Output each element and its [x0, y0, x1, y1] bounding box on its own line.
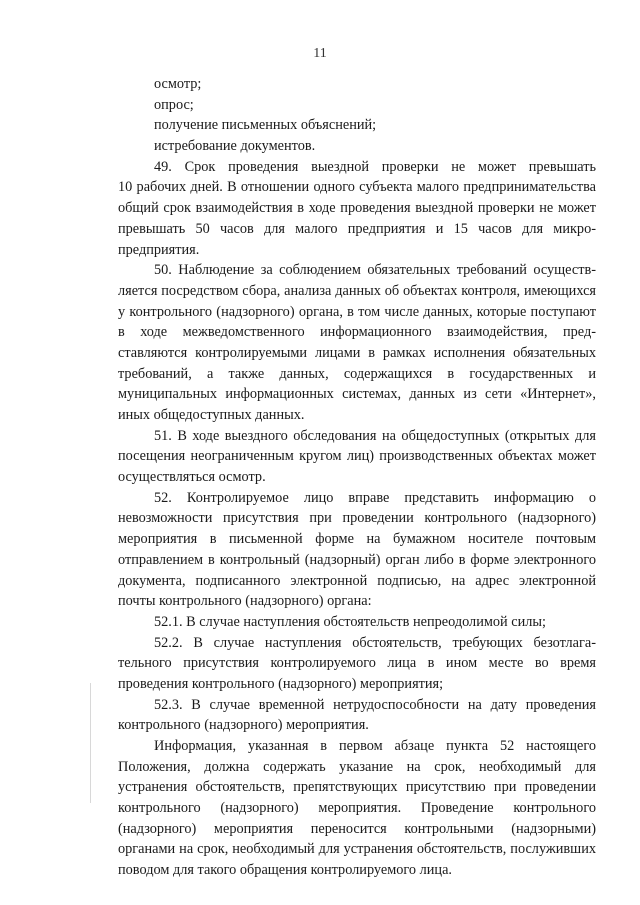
text-line: 10 рабочих дней. В отношении одного субъекта малого предпринимательства	[118, 179, 596, 196]
text-line: контрольного (надзорного) мероприятия. Проведение контрольного	[118, 800, 596, 817]
text-line: у контрольного (надзорного) органа, в том числе данных, которые поступают	[118, 303, 596, 320]
text-line: 52.1. В случае наступления обстоятельств непреодолимой силы;	[154, 613, 546, 630]
text-line: ставляются контролируемыми лицами в рамках исполнения обязательных	[118, 344, 596, 361]
document-body	[118, 74, 596, 881]
text-line: требований, а также данных, содержащихся в государственных и	[118, 365, 596, 382]
text-line: получение письменных объяснений;	[154, 117, 377, 134]
text-line: осмотр;	[154, 76, 202, 92]
text-line: 49. Срок проведения выездной проверки не может превышать	[154, 158, 596, 175]
text-line: иных общедоступных данных.	[118, 407, 305, 423]
text-line: невозможности присутствия при проведении контрольного (надзорного)	[118, 510, 596, 527]
text-line: 52. Контролируемое лицо вправе представить информацию о	[154, 489, 596, 506]
text-line: 52.2. В случае наступления обстоятельств, требующих безотлага-	[154, 634, 596, 651]
text-line: 50. Наблюдение за соблюдением обязательных требований осуществ-	[154, 262, 596, 279]
text-line: 51. В ходе выездного обследования на общедоступных (открытых для	[154, 427, 596, 444]
text-line: осуществляться осмотр.	[118, 469, 266, 486]
text-line: предприятия.	[118, 241, 200, 258]
text-line: Положения, должна содержать указание на срок, необходимый для	[118, 758, 596, 775]
text-line: поводом для такого обращения контролируемого лица.	[118, 862, 452, 879]
text-line: Информация, указанная в первом абзаце пункта 52 настоящего	[154, 738, 596, 754]
text-line: проведения контрольного (надзорного) мероприятия;	[118, 675, 444, 692]
text-line: (надзорного) мероприятия переносится контрольными (надзорными)	[118, 820, 596, 837]
text-line: мероприятия в письменной форме на бумажном носителе почтовым	[118, 531, 596, 548]
scan-margin-line	[90, 683, 91, 803]
text-line: посещения неограниченным кругом лиц) производственных объектах может	[118, 448, 596, 465]
text-line: опрос;	[154, 96, 194, 113]
text-line: органами на срок, необходимый для устранения обстоятельств, послуживших	[118, 841, 596, 858]
text-line: превышать 50 часов для малого предприятия и 15 часов для микро-	[118, 220, 596, 237]
text-line: отправлением в контрольный (надзорный) орган либо в форме электронного	[118, 551, 596, 568]
text-line: истребование документов.	[154, 138, 316, 155]
text-line: документа, подписанного электронной подписью, на адрес электронной	[118, 572, 596, 589]
text-line: контрольного (надзорного) мероприятия.	[118, 717, 369, 734]
text-line: устранения обстоятельств, препятствующих присутствию при проведении	[118, 779, 596, 796]
text-line: муниципальных информационных системах, данных из сети «Интернет»,	[118, 386, 596, 403]
text-line: в ходе межведомственного информационного взаимодействия, пред-	[118, 324, 596, 341]
page-number: 11	[313, 46, 327, 61]
text-line: 52.3. В случае временной нетрудоспособности на дату проведения	[154, 696, 596, 713]
text-line: тельного присутствия контролируемого лица в ином месте во время	[118, 655, 596, 672]
text-line: общий срок взаимодействия в ходе проведения выездной проверки не может	[118, 200, 596, 217]
text-line: ляется посредством сбора, анализа данных об объектах контроля, имеющихся	[118, 282, 596, 299]
text-line: почты контрольного (надзорного) органа:	[118, 593, 372, 610]
